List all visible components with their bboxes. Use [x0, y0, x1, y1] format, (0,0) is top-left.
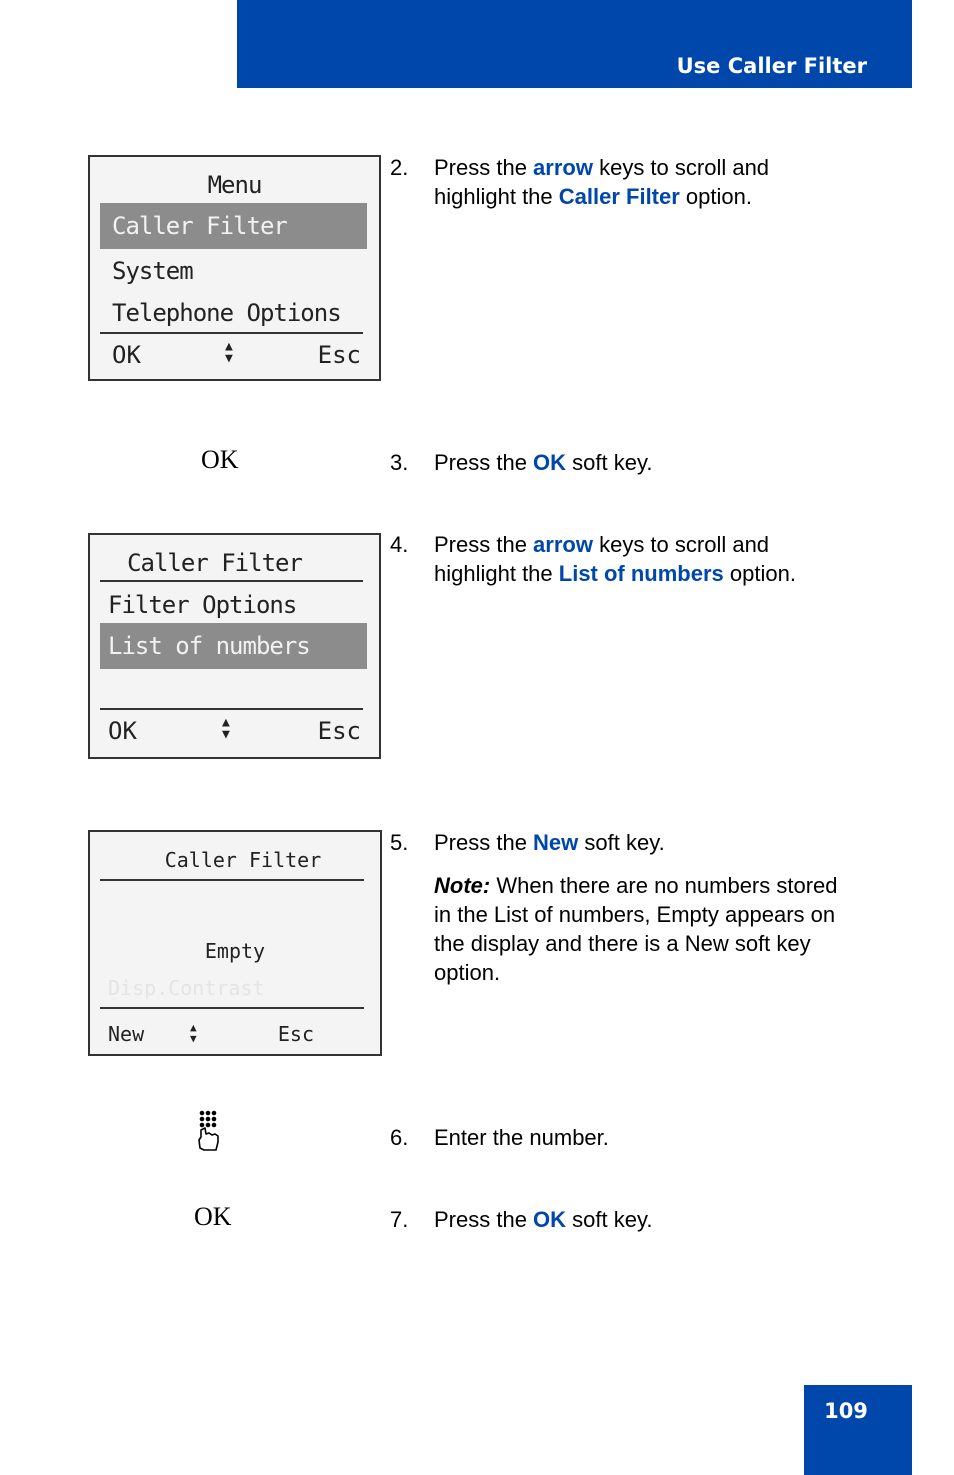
- ok-softkey[interactable]: OK: [108, 717, 137, 745]
- text-fragment: Press the: [434, 450, 534, 475]
- step-text: [434, 828, 844, 857]
- ok-key-label: OK: [194, 1202, 232, 1231]
- up-down-arrow-icon: ▲ ▼: [225, 339, 233, 366]
- note: [434, 871, 854, 987]
- text-fragment: Press the: [434, 1207, 534, 1232]
- step-number: 4.: [390, 532, 409, 557]
- esc-softkey[interactable]: Esc: [317, 341, 361, 369]
- note-label: Note:: [434, 873, 491, 898]
- step-number: 6.: [390, 1125, 409, 1150]
- text-fragment: keys to scroll and highlight the: [434, 532, 770, 586]
- menu-item[interactable]: Filter Options: [108, 591, 297, 619]
- page-number-box: [804, 1385, 912, 1475]
- esc-softkey[interactable]: Esc: [277, 1022, 314, 1046]
- step-text: [434, 448, 844, 477]
- step-number: 5.: [390, 830, 409, 855]
- step-text: [434, 153, 844, 211]
- step-number: 2.: [390, 155, 409, 180]
- text-fragment: option.: [723, 561, 796, 586]
- step-text: [434, 1205, 844, 1234]
- caller-filter-display: [88, 533, 381, 759]
- text-fragment: Press the: [434, 155, 534, 180]
- text-fragment: soft key.: [578, 830, 665, 855]
- keyword: List of numbers: [558, 561, 724, 586]
- display-separator: [100, 580, 363, 582]
- up-down-arrow-icon: ▲ ▼: [190, 1021, 197, 1045]
- keyword: New: [533, 830, 579, 855]
- ghost-text: Disp.Contrast: [108, 976, 265, 1000]
- highlighted-menu-item[interactable]: Caller Filter: [100, 203, 367, 249]
- step-text: [434, 530, 844, 588]
- new-softkey[interactable]: New: [108, 1022, 145, 1046]
- display-title: Caller Filter: [127, 549, 302, 577]
- menu-item[interactable]: Telephone Options: [112, 299, 341, 327]
- keyword: arrow: [533, 532, 593, 557]
- keyword: OK: [533, 1207, 567, 1232]
- text-fragment: soft key.: [566, 450, 653, 475]
- display-separator: [100, 1007, 364, 1009]
- display-separator: [100, 332, 363, 334]
- display-title: Caller Filter: [164, 848, 322, 872]
- text-fragment: Press the: [434, 830, 534, 855]
- ok-key-label: OK: [201, 445, 239, 474]
- text-fragment: keys to scroll and highlight the: [434, 155, 770, 209]
- up-down-arrow-icon: ▲ ▼: [222, 715, 230, 742]
- note-text: When there are no numbers stored in the List of numbers, Empty appears on the display and there is a New soft key option.: [434, 873, 838, 985]
- empty-message: Empty: [204, 939, 266, 963]
- keyword: arrow: [533, 155, 593, 180]
- header-bar: [237, 0, 912, 88]
- page-title: Use Caller Filter: [676, 54, 867, 78]
- keypad-finger-icon: [196, 1110, 226, 1154]
- highlighted-menu-item[interactable]: List of numbers: [100, 623, 367, 669]
- display-separator: [100, 879, 364, 881]
- step-number: 3.: [390, 450, 409, 475]
- display-separator: [100, 708, 363, 710]
- keyword: Caller Filter: [558, 184, 680, 209]
- step-number: 7.: [390, 1207, 409, 1232]
- ok-softkey[interactable]: OK: [112, 341, 141, 369]
- page-number: 109: [824, 1399, 868, 1423]
- keyword: OK: [533, 450, 567, 475]
- empty-list-display: [88, 830, 382, 1056]
- text-fragment: option.: [679, 184, 752, 209]
- step-text: Enter the number.: [434, 1125, 609, 1150]
- text-fragment: soft key.: [566, 1207, 653, 1232]
- menu-display: [88, 155, 381, 381]
- esc-softkey[interactable]: Esc: [317, 717, 361, 745]
- text-fragment: Press the: [434, 532, 534, 557]
- display-title: Menu: [207, 171, 262, 199]
- menu-item[interactable]: System: [112, 257, 193, 285]
